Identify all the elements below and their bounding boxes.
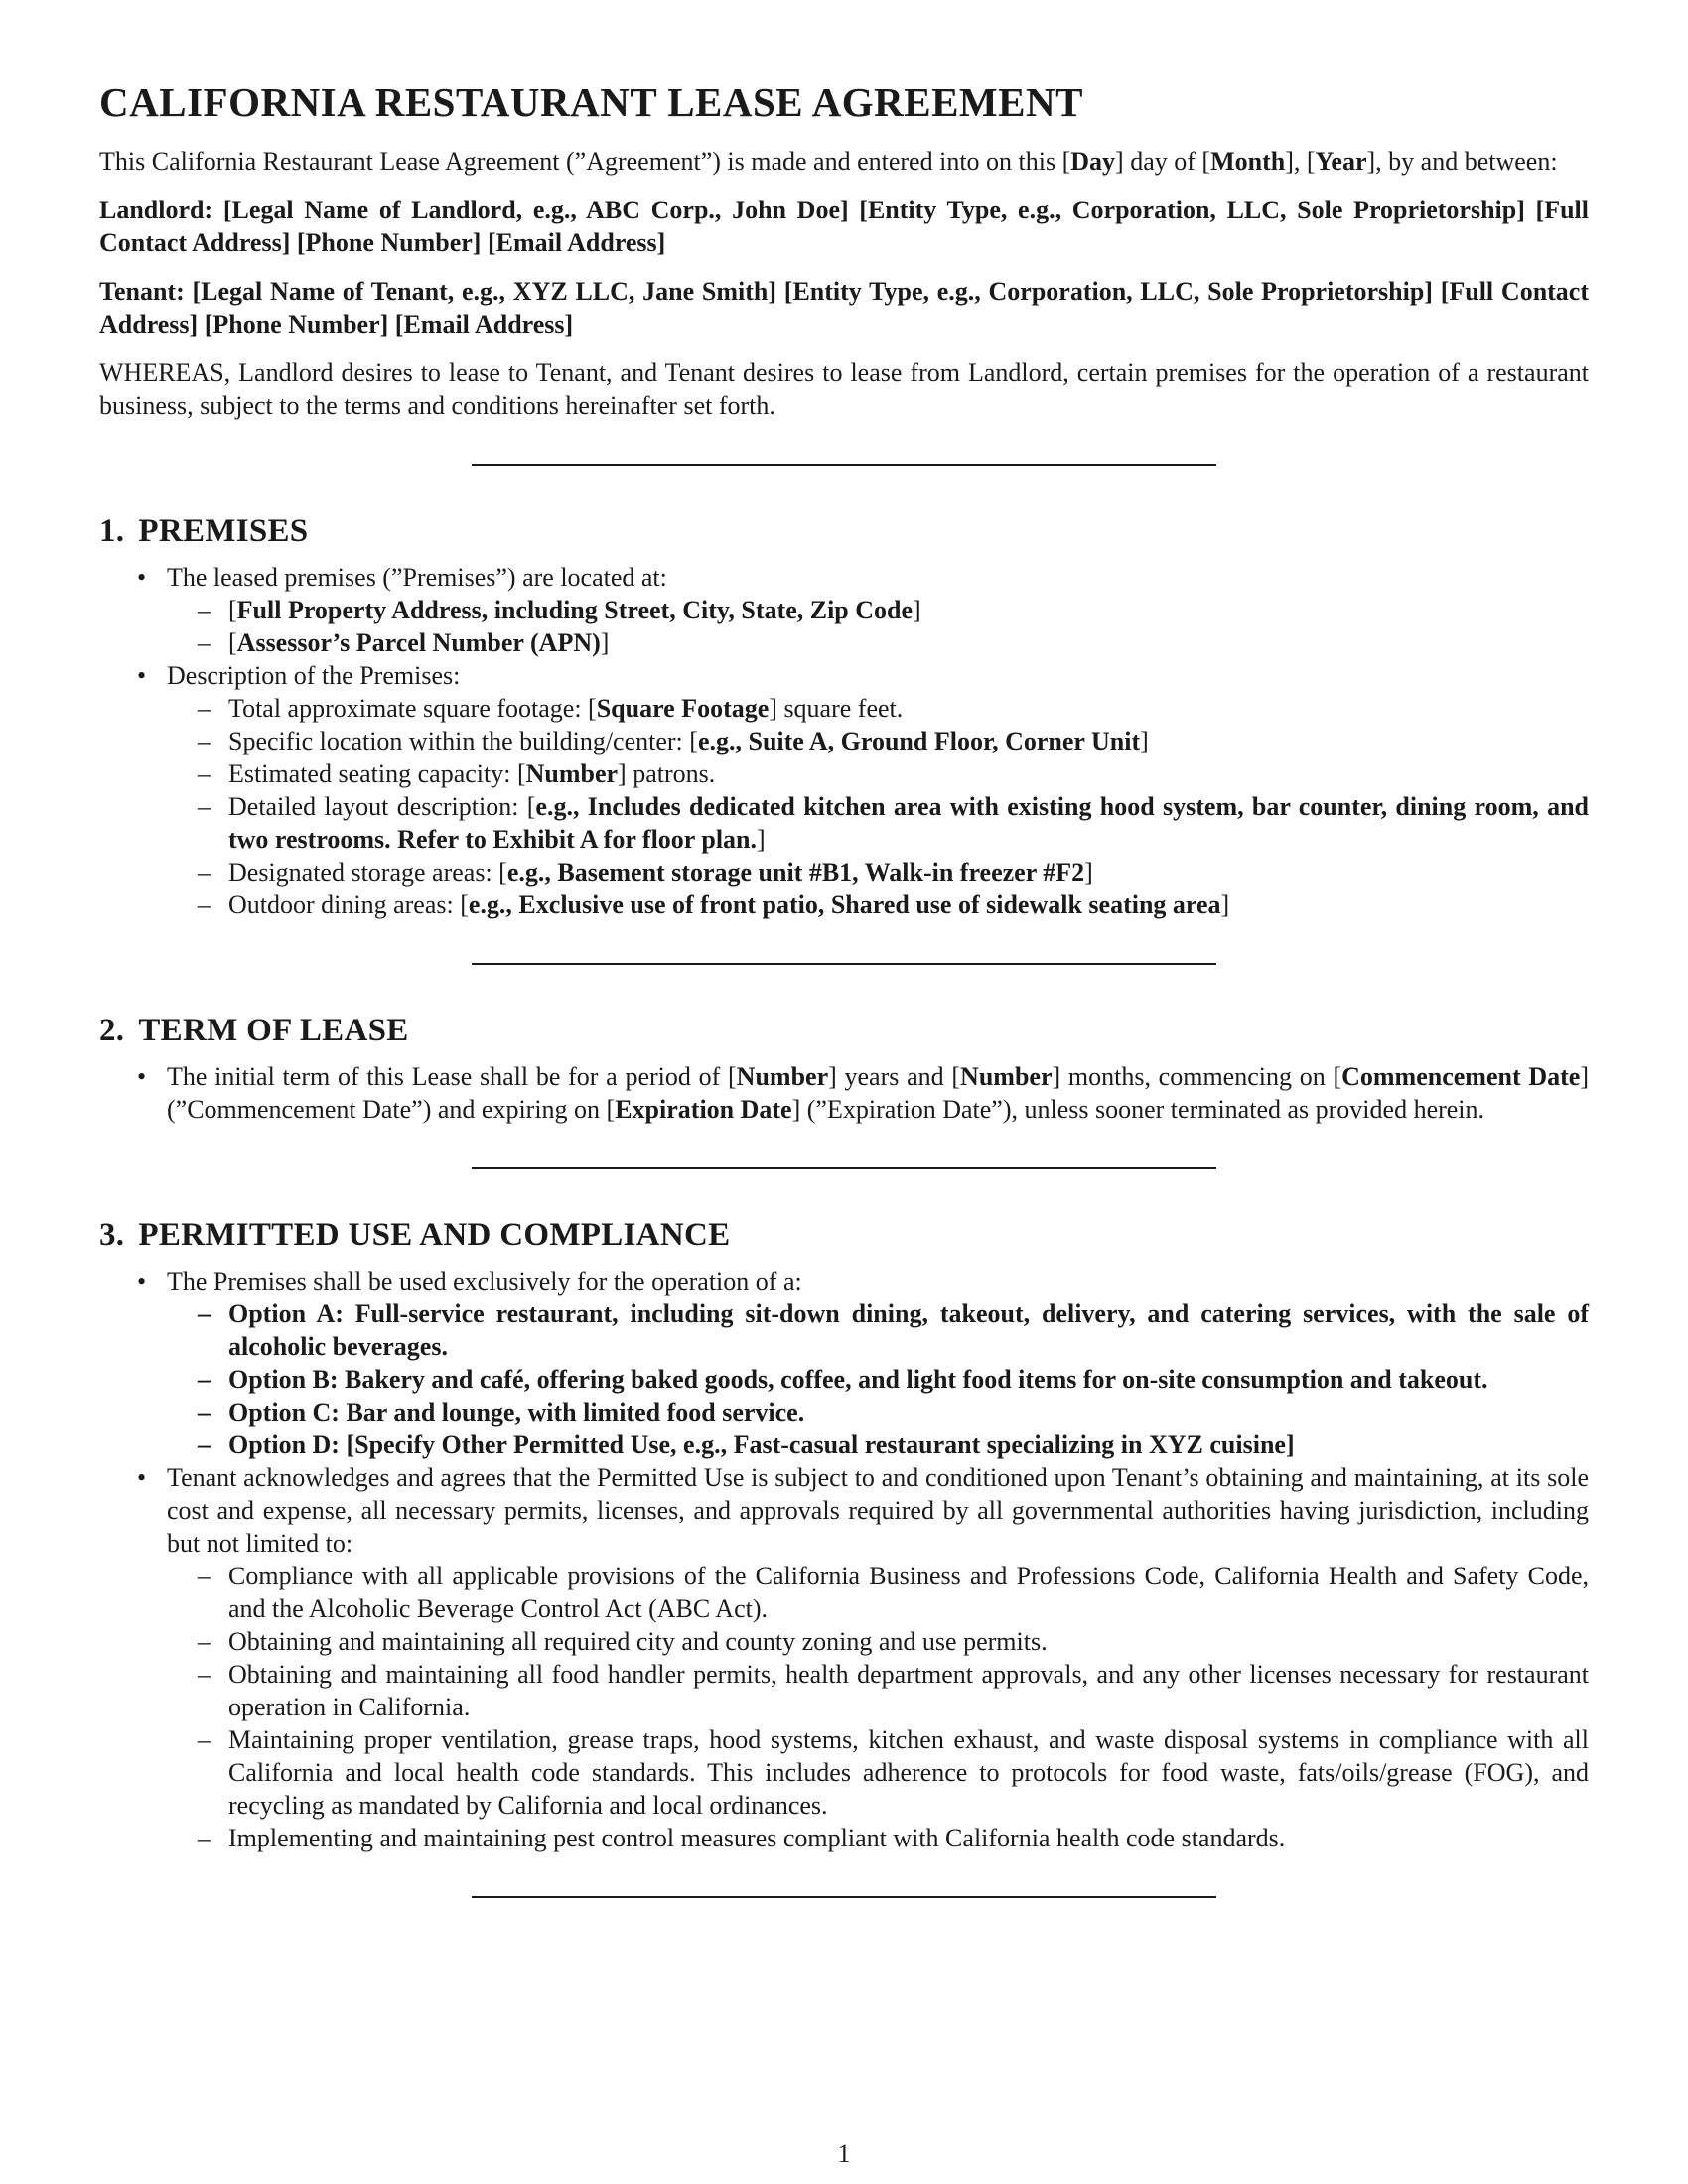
list-item: – Maintaining proper ventilation, grease traps, hood systems, kitchen exhaust, and waste disposal systems in compliance with all California and local health code standards. This includes adherence to protocols for food waste, fats/oils/grease (FOG), and recycling as mandated by California and local ordinances.	[228, 1723, 1589, 1822]
list-item: • The Premises shall be used exclusively for the operation of a: – Option A: Full-service restaurant, including sit-down dining, takeout, delivery, and catering services, with the sale of alcoholic beverages. – Option B: Bakery and café, offering baked goods, coffee, and light food items for on-site consumption and takeout. – Option C: Bar and lounge, with limited food service. – Option D: [Specify Other Permitted Use, e.g., Fast-casual restaurant specializing in XYZ cuisine]	[167, 1265, 1589, 1461]
premises-list	[99, 561, 1589, 921]
section-divider	[472, 464, 1216, 466]
term-list	[99, 1060, 1589, 1126]
list-item	[228, 1363, 1589, 1396]
section-divider	[472, 1167, 1216, 1169]
option-d-placeholder: [Specify Other Permitted Use, e.g., Fast-casual restaurant specializing in XYZ cuisine]	[346, 1431, 1295, 1459]
year-placeholder: Year	[1315, 147, 1367, 176]
tenant-paragraph	[99, 275, 1589, 341]
list-item: – Obtaining and maintaining all required city and county zoning and use permits.	[228, 1625, 1589, 1658]
list-item: – Total approximate square footage: [Square Footage] square feet.	[228, 692, 1589, 725]
list-item: • The initial term of this Lease shall be for a period of [Number] years and [Number] months, commencing on [Commencement Date] (”Commencement Date”) and expiring on [Expiration Date] (”Expiration Date”), unless sooner terminated as provided herein.	[167, 1060, 1589, 1126]
list-item: – Compliance with all applicable provisions of the California Business and Professions Code, California Health and Safety Code, and the Alcoholic Beverage Control Act (ABC Act).	[228, 1560, 1589, 1625]
list-item: – Specific location within the building/center: [e.g., Suite A, Ground Floor, Corner Unit]	[228, 725, 1589, 757]
option-a: Option A: Full-service restaurant, including sit-down dining, takeout, delivery, and catering services, with the sale of alcoholic beverages.	[228, 1299, 1589, 1361]
option-b: Option B: Bakery and café, offering baked goods, coffee, and light food items for on-site consumption and takeout.	[228, 1365, 1488, 1394]
month-placeholder: Month	[1210, 147, 1286, 176]
landlord-paragraph	[99, 194, 1589, 259]
tenant-details: [Legal Name of Tenant, e.g., XYZ LLC, Jane Smith] [Entity Type, e.g., Corporation, LLC, Sole Proprietorship] [Full Contact Address] [Phone Number] [Email Address]	[99, 277, 1590, 339]
tenant-label: Tenant:	[99, 277, 185, 306]
list-item: – Outdoor dining areas: [e.g., Exclusive use of front patio, Shared use of sidewalk seating area]	[228, 888, 1589, 921]
landlord-label: Landlord:	[99, 196, 213, 224]
address-placeholder: Full Property Address, including Street, City, State, Zip Code	[236, 596, 914, 624]
list-item: – [Assessor’s Parcel Number (APN)]	[228, 626, 1589, 659]
section-heading-premises: 1. PREMISES	[99, 513, 309, 549]
landlord-details: [Legal Name of Landlord, e.g., ABC Corp., John Doe] [Entity Type, e.g., Corporation, LLC, Sole Proprietorship] [Full Contact Address] [Phone Number] [Email Address]	[99, 196, 1590, 257]
option-c: Option C: Bar and lounge, with limited food service.	[228, 1398, 805, 1427]
years-placeholder: Number	[736, 1062, 829, 1091]
list-item	[228, 1396, 1589, 1429]
list-item	[228, 1297, 1589, 1363]
list-item: • The leased premises (”Premises”) are located at: – [Full Property Address, including Street, City, State, Zip Code] – [Assessor’s Parcel Number (APN)]	[167, 561, 1589, 659]
list-item: – Designated storage areas: [e.g., Basement storage unit #B1, Walk-in freezer #F2]	[228, 856, 1589, 888]
list-item: • Description of the Premises: – Total approximate square footage: [Square Footage] square feet. – Specific location within the building/center: [e.g., Suite A, Ground Floor, Corner Unit] – Estimated seating capacity: [Number] patrons. – Detailed layout description: [e.g., Includes dedicated kitchen area with existing hood system, bar counter, dining room, and two restrooms. Refer to Exhibit A for floor plan.] – Designated storage areas: [e.g., Basement storage unit #B1, Walk-in freezer #F2] – Outdoor dining areas: [e.g., Exclusive use of front patio, Shared use of sidewalk seating area]	[167, 659, 1589, 921]
apn-placeholder: Assessor’s Parcel Number (APN)	[236, 628, 601, 657]
day-placeholder: Day	[1070, 147, 1116, 176]
list-item: – Estimated seating capacity: [Number] patrons.	[228, 757, 1589, 790]
seating-placeholder: Number	[525, 759, 619, 788]
section-divider	[472, 963, 1216, 965]
months-placeholder: Number	[960, 1062, 1053, 1091]
page-number: 1	[837, 2139, 851, 2168]
commencement-placeholder: Commencement Date	[1341, 1062, 1581, 1091]
list-item: – Detailed layout description: [e.g., Includes dedicated kitchen area with existing hood system, bar counter, dining room, and two restrooms. Refer to Exhibit A for floor plan.]	[228, 790, 1589, 856]
section-heading-permitted-use: 3. PERMITTED USE AND COMPLIANCE	[99, 1217, 731, 1253]
expiration-placeholder: Expiration Date	[615, 1095, 792, 1124]
storage-placeholder: e.g., Basement storage unit #B1, Walk-in freezer #F2	[506, 858, 1085, 887]
list-item: – Obtaining and maintaining all food handler permits, health department approvals, and any other licenses necessary for restaurant operation in California.	[228, 1658, 1589, 1723]
option-d-label: Option D:	[228, 1431, 340, 1459]
list-item: – [Full Property Address, including Street, City, State, Zip Code]	[228, 594, 1589, 626]
section-heading-term: 2. TERM OF LEASE	[99, 1013, 409, 1048]
location-placeholder: e.g., Suite A, Ground Floor, Corner Unit	[697, 727, 1141, 755]
whereas-paragraph: WHEREAS, Landlord desires to lease to Tenant, and Tenant desires to lease from Landlord, certain premises for the operation of a restaurant business, subject to the terms and conditions hereinafter set forth.	[99, 358, 1589, 420]
section-divider	[472, 1896, 1216, 1898]
list-item	[228, 1429, 1589, 1461]
sqft-placeholder: Square Footage	[596, 694, 770, 723]
layout-placeholder: e.g., Includes dedicated kitchen area with existing hood system, bar counter, dining room, and two restrooms. Refer to Exhibit A for floor plan.	[228, 792, 1590, 854]
document-title: CALIFORNIA RESTAURANT LEASE AGREEMENT	[99, 79, 1083, 125]
document-body	[99, 77, 1589, 1944]
list-item: • Tenant acknowledges and agrees that the Permitted Use is subject to and conditioned upon Tenant’s obtaining and maintaining, at its sole cost and expense, all necessary permits, licenses, and approvals required by all governmental authorities having jurisdiction, including but not limited to: – Compliance with all applicable provisions of the California Business and Professions Code, California Health and Safety Code, and the Alcoholic Beverage Control Act (ABC Act). – Obtaining and maintaining all required city and county zoning and use permits. – Obtaining and maintaining all food handler permits, health department approvals, and any other licenses necessary for restaurant operation in California. – Maintaining proper ventilation, grease traps, hood systems, kitchen exhaust, and waste disposal systems in compliance with all California and local health code standards. This includes adherence to protocols for food waste, fats/oils/grease (FOG), and recycling as mandated by California and local ordinances. – Implementing and maintaining pest control measures compliant with California health code standards.	[167, 1461, 1589, 1854]
outdoor-placeholder: e.g., Exclusive use of front patio, Shared use of sidewalk seating area	[468, 890, 1221, 919]
list-item: – Implementing and maintaining pest control measures compliant with California health code standards.	[228, 1822, 1589, 1854]
intro-paragraph: This California Restaurant Lease Agreement (”Agreement”) is made and entered into on this [Day] day of [Month], [Year], by and between:	[99, 147, 1558, 176]
permitted-use-list	[99, 1265, 1589, 1854]
